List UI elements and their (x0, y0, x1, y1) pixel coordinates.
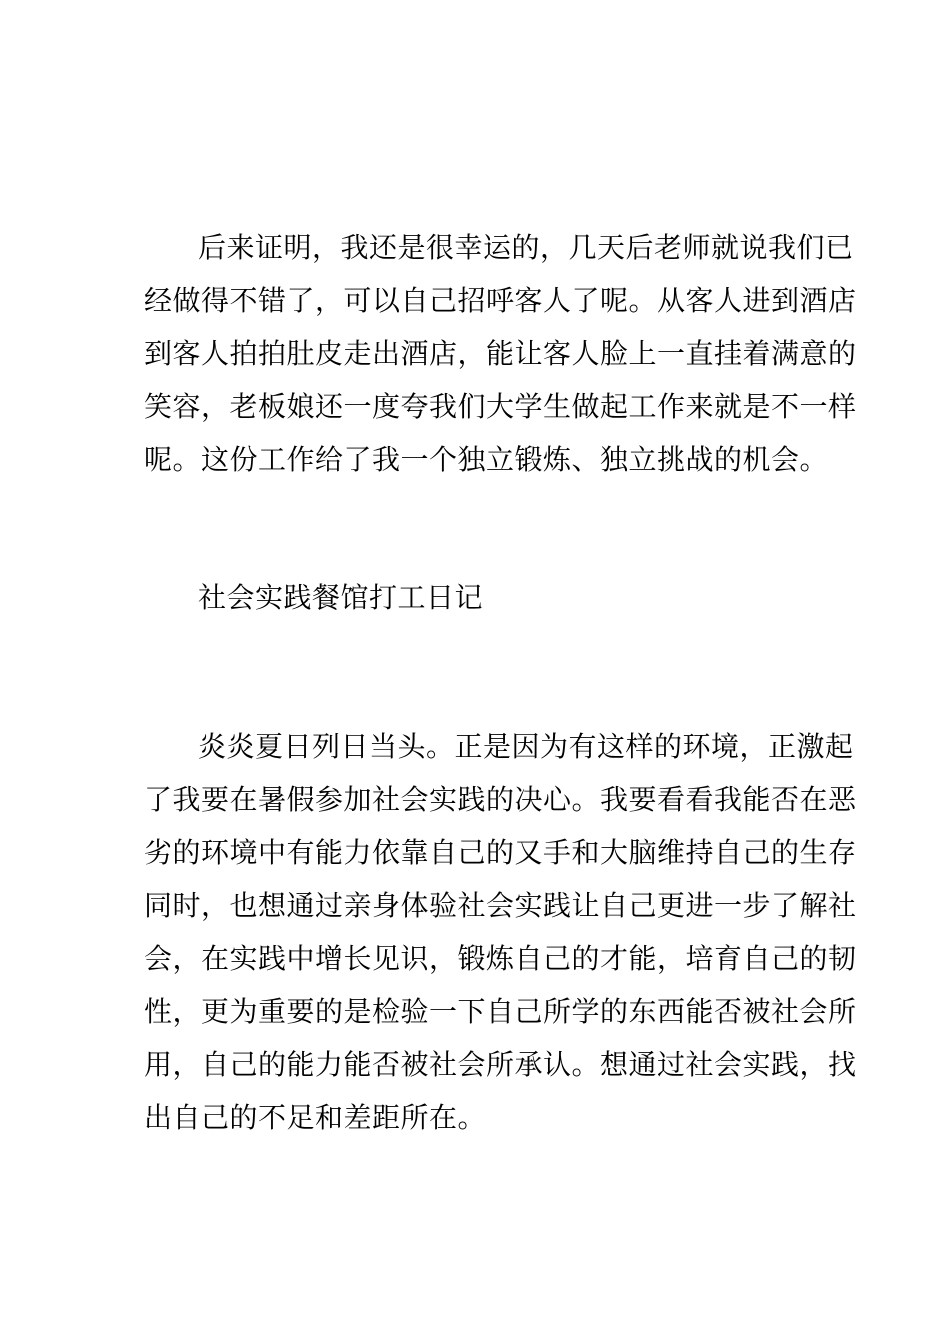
paragraph-1-line: 到客人拍拍肚皮走出酒店，能让客人脸上一直挂着满意的 (144, 337, 857, 370)
paragraph-1-line: 后来证明，我还是很幸运的，几天后老师就说我们已 (198, 231, 854, 264)
section-heading (144, 571, 806, 624)
paragraph-1 (144, 221, 857, 486)
paragraph-2-line: 同时，也想通过亲身体验社会实践让自己更进一步了解社 (144, 889, 857, 922)
paragraph-1-line: 呢。这份工作给了我一个独立锻炼、独立挑战的机会。 (144, 443, 829, 476)
paragraph-2-line: 炎炎夏日列日当头。正是因为有这样的环境，正激起 (198, 730, 854, 763)
section-heading-text: 社会实践餐馆打工日记 (198, 581, 484, 614)
paragraph-2-line: 了我要在暑假参加社会实践的决心。我要看看我能否在恶 (144, 783, 857, 816)
paragraph-2-line: 劣的环境中有能力依靠自己的又手和大脑维持自己的生存 (144, 836, 857, 869)
paragraph-2-line: 会，在实践中增长见识，锻炼自己的才能，培育自己的韧 (144, 942, 857, 975)
paragraph-2 (144, 720, 857, 1144)
paragraph-2-line: 性，更为重要的是检验一下自己所学的东西能否被社会所 (144, 995, 857, 1028)
paragraph-1-line: 笑容，老板娘还一度夸我们大学生做起工作来就是不一样 (144, 390, 857, 423)
paragraph-2-line: 用，自己的能力能否被社会所承认。想通过社会实践，找 (144, 1048, 857, 1081)
paragraph-1-line: 经做得不错了，可以自己招呼客人了呢。从客人进到酒店 (144, 284, 857, 317)
paragraph-2-line: 出自己的不足和差距所在。 (144, 1101, 487, 1134)
